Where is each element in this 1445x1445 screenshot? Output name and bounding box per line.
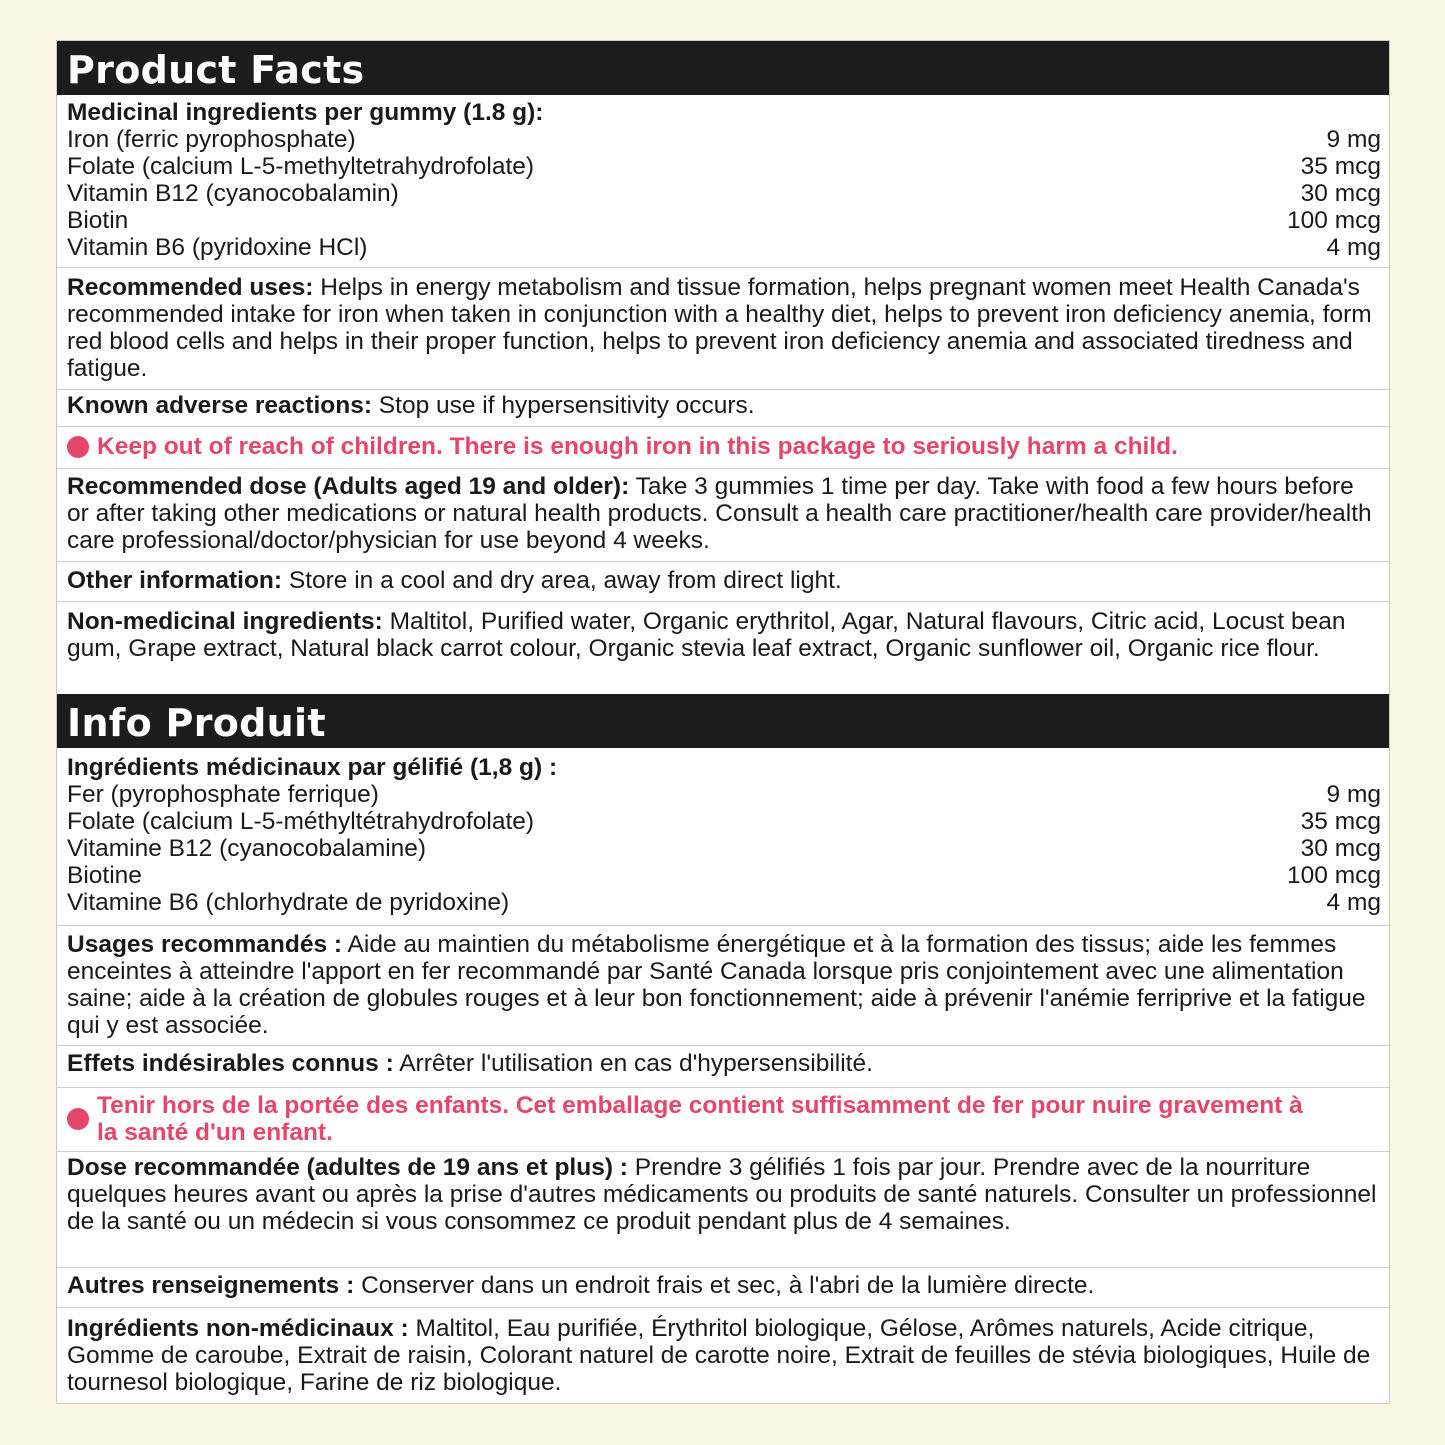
ingredient-name: Folate (calcium L-5-methyltetrahydrofolate) [67, 153, 535, 180]
product-facts-panel [56, 40, 1390, 1404]
effets-indesirables-section [57, 1046, 1389, 1088]
adverse-label: Known adverse reactions: [67, 392, 372, 419]
ingredient-row [67, 234, 1381, 261]
ingredient-amount: 9 mg [1326, 126, 1381, 153]
ingredient-name: Iron (ferric pyrophosphate) [67, 126, 356, 153]
other-label: Other information: [67, 567, 283, 594]
ingredient-amount: 35 mcg [1300, 808, 1381, 835]
other-text-fr: Conserver dans un endroit frais et sec, à l'abri de la lumière directe. [354, 1272, 1095, 1299]
ingredient-name: Folate (calcium L-5-méthyltétrahydrofolate) [67, 808, 535, 835]
adverse-text-fr: Arrêter l'utilisation en cas d'hypersensibilité. [393, 1050, 873, 1077]
child-warning [57, 427, 1389, 469]
ingredient-row [67, 862, 1381, 889]
adverse-reactions-section [57, 390, 1389, 427]
other-label-fr: Autres renseignements : [67, 1272, 355, 1299]
ingredient-amount: 100 mcg [1287, 862, 1381, 889]
other-text: Store in a cool and dry area, away from direct light. [282, 567, 842, 594]
recommended-dose-section [57, 469, 1389, 562]
child-warning-fr [57, 1088, 1389, 1152]
ingredient-row [67, 180, 1381, 207]
ingredient-row [67, 781, 1381, 808]
dose-label-fr: Dose recommandée (adultes de 19 ans et plus) : [67, 1154, 628, 1181]
uses-text-fr: Aide au maintien du métabolisme énergétique et à la formation des tissus; aide les femmes enceintes à atteindre l'apport en fer recommandé par Santé Canada lorsque pris conjointement avec une alimentation saine; aide à la création de globules rouges et à leur bon fonctionnement; aide à prévenir l'anémie ferriprive et la fatigue qui y est associée. [67, 931, 1366, 1039]
autres-renseignements-section [57, 1268, 1389, 1308]
ingredient-name: Biotin [67, 207, 129, 234]
ingredient-row [67, 207, 1381, 234]
adverse-label-fr: Effets indésirables connus : [67, 1050, 394, 1077]
warning-text: Keep out of reach of children. There is enough iron in this package to seriously harm a child. [97, 433, 1178, 460]
recommended-uses-section [57, 268, 1389, 390]
uses-label-fr: Usages recommandés : [67, 931, 343, 958]
ingredient-amount: 35 mcg [1300, 153, 1381, 180]
nonmed-text-fr: Maltitol, Eau purifiée, Érythritol biologique, Gélose, Arômes naturels, Acide citrique, Gomme de caroube, Extrait de raisin, Colorant naturel de carotte noire, Extrait de feuilles de stévia biologiques, Huile de tournesol biologique, Farine de riz biologique. [67, 1315, 1371, 1396]
ingredient-row [67, 126, 1381, 153]
ingredient-amount: 4 mg [1326, 889, 1381, 916]
non-medicinal-section [57, 602, 1389, 694]
warning-text-fr: Tenir hors de la portée des enfants. Cet emballage contient suffisamment de fer pour nuire gravement à la santé d'un enfant. [97, 1092, 1303, 1146]
ingredient-row [67, 889, 1381, 916]
dose-text-fr: Prendre 3 gélifiés 1 fois par jour. Prendre avec de la nourriture quelques heures avant ou après la prise d'autres médicaments ou produits de santé naturels. Consulter un professionnel de la santé ou un médecin si vous consommez ce produit pendant plus de 4 semaines. [67, 1154, 1377, 1235]
ingredient-row [67, 153, 1381, 180]
dose-recommandee-section [57, 1152, 1389, 1268]
product-facts-title: Product Facts [57, 41, 1389, 95]
ingredient-name: Vitamin B12 (cyanocobalamin) [67, 180, 399, 207]
uses-text: Helps in energy metabolism and tissue formation, helps pregnant women meet Health Canada's recommended intake for iron when taken in conjunction with a healthy diet, helps to prevent iron deficiency anemia, form red blood cells and helps in their proper function, helps to prevent iron deficiency anemia and associated tiredness and fatigue. [67, 274, 1372, 382]
ingredient-name: Vitamin B6 (pyridoxine HCl) [67, 234, 368, 261]
ingredient-name: Biotine [67, 862, 142, 889]
ingredient-amount: 100 mcg [1287, 207, 1381, 234]
ingredient-row [67, 808, 1381, 835]
warning-dot-icon [67, 1108, 89, 1130]
ingredient-row [67, 835, 1381, 862]
non-medicinaux-section [57, 1308, 1389, 1400]
ingredient-amount: 4 mg [1326, 234, 1381, 261]
info-produit-title: Info Produit [57, 694, 1389, 748]
ingredient-amount: 30 mcg [1300, 180, 1381, 207]
ingredient-name: Fer (pyrophosphate ferrique) [67, 781, 379, 808]
dose-text: Take 3 gummies 1 time per day. Take with food a few hours before or after taking other medications or natural health products. Consult a health care practitioner/health care provider/health care professional/doctor/physician for use beyond 4 weeks. [67, 473, 1372, 554]
ingredient-name: Vitamine B12 (cyanocobalamine) [67, 835, 427, 862]
nonmed-label-fr: Ingrédients non-médicinaux : [67, 1315, 409, 1342]
dose-label: Recommended dose (Adults aged 19 and older): [67, 473, 630, 500]
warning-dot-icon [67, 436, 89, 458]
ingredients-medicinaux-section [57, 748, 1389, 926]
ingredient-amount: 30 mcg [1300, 835, 1381, 862]
medicinal-ingredients-section [57, 95, 1389, 268]
medicinal-heading: Medicinal ingredients per gummy (1.8 g): [67, 99, 544, 126]
nonmed-label: Non-medicinal ingredients: [67, 608, 383, 635]
uses-label: Recommended uses: [67, 274, 314, 301]
nonmed-text: Maltitol, Purified water, Organic erythritol, Agar, Natural flavours, Citric acid, Locust bean gum, Grape extract, Natural black carrot colour, Organic stevia leaf extract, Organic sunflower oil, Organic rice flour. [67, 608, 1346, 662]
other-information-section [57, 562, 1389, 602]
adverse-text: Stop use if hypersensitivity occurs. [371, 392, 755, 419]
usages-recommandes-section [57, 926, 1389, 1046]
ingredient-amount: 9 mg [1326, 781, 1381, 808]
medicinal-heading-fr: Ingrédients médicinaux par gélifié (1,8 g) : [67, 754, 558, 781]
ingredient-name: Vitamine B6 (chlorhydrate de pyridoxine) [67, 889, 510, 916]
